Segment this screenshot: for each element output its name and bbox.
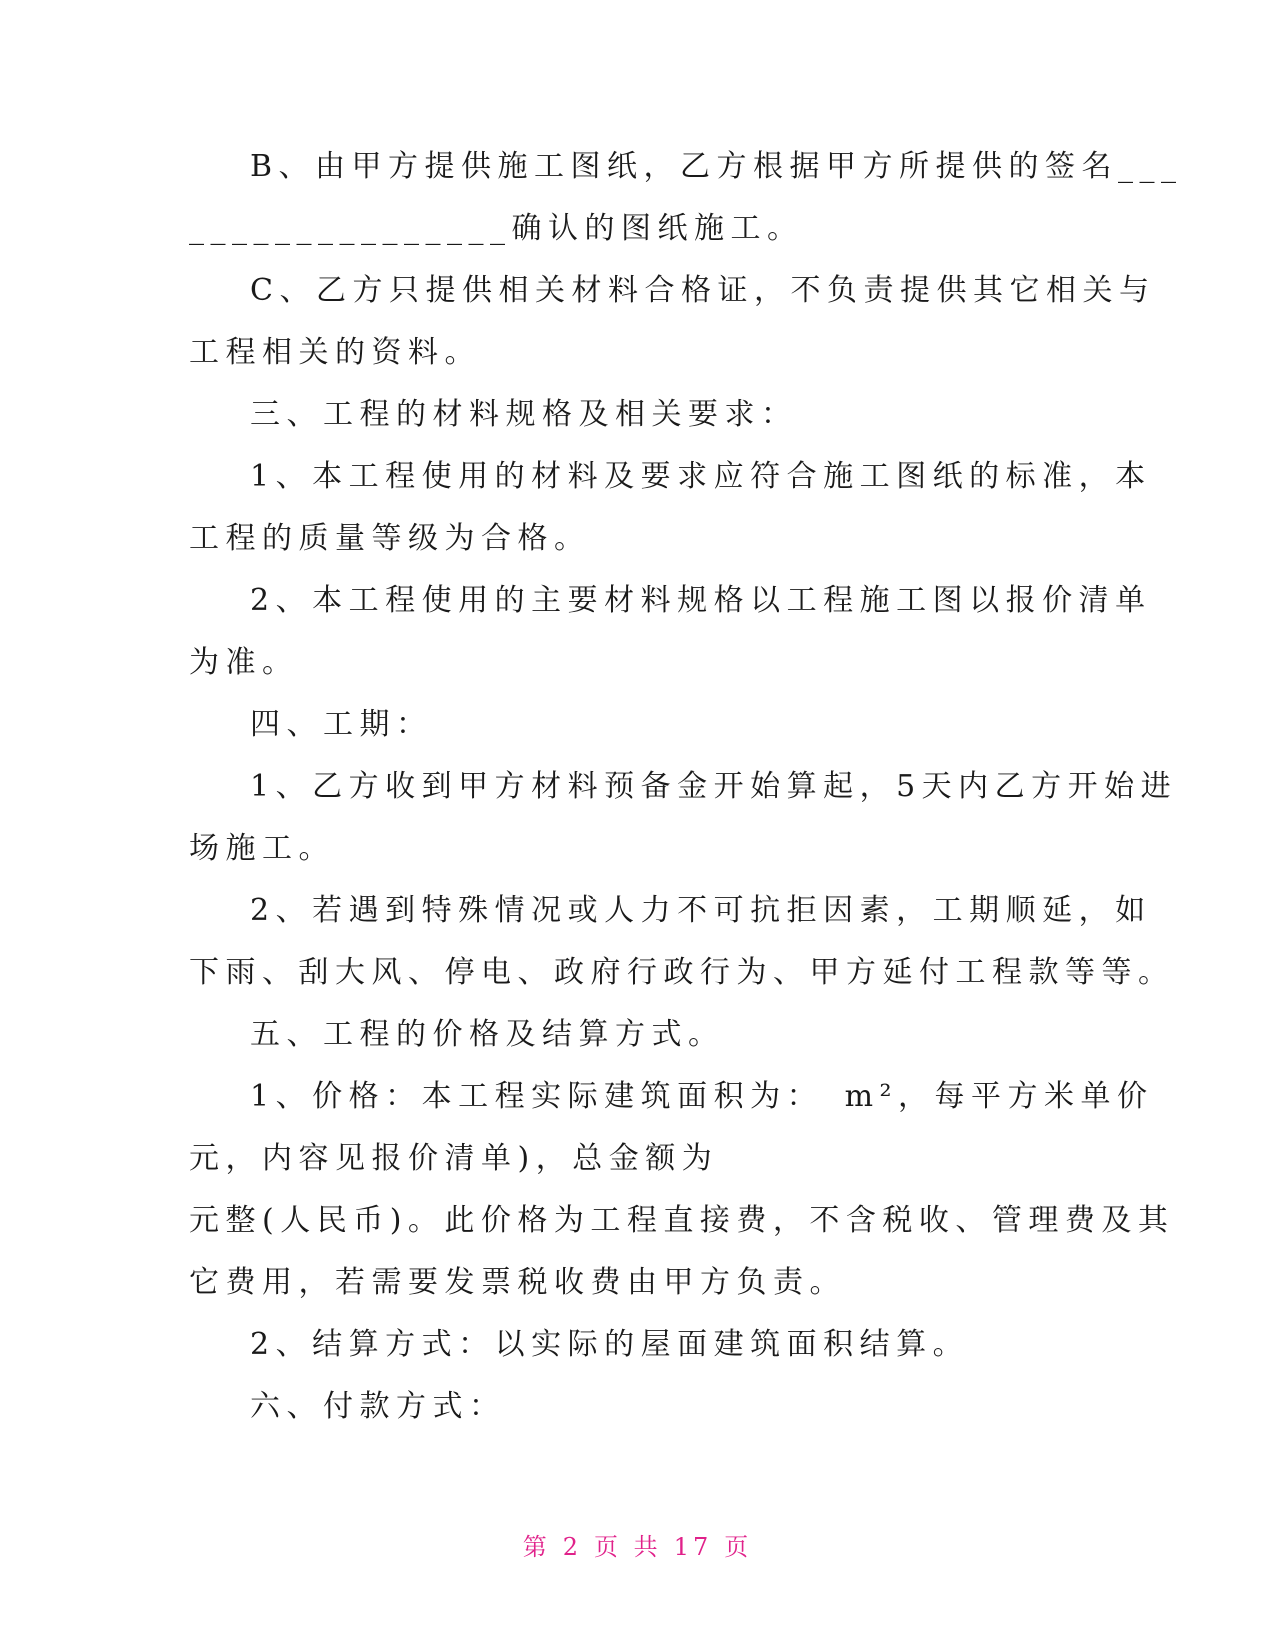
- text-line: C、乙方只提供相关材料合格证，不负责提供其它相关与: [250, 273, 1156, 308]
- text-line: 元，内容见报价清单)，总金额为: [189, 1141, 719, 1176]
- section-heading: 四、工期：: [250, 707, 433, 742]
- text-line: 2、若遇到特殊情况或人力不可抗拒因素，工期顺延，如: [250, 893, 1152, 928]
- text-line: 为准。: [189, 645, 299, 680]
- text-line: 2、结算方式：以实际的屋面建筑面积结算。: [250, 1327, 970, 1362]
- footer-total-pages: 17: [673, 1533, 713, 1561]
- text-line: 工程的质量等级为合格。: [189, 521, 591, 556]
- text-line: 2、本工程使用的主要材料规格以工程施工图以报价清单: [250, 583, 1152, 618]
- text-line: 工程相关的资料。: [189, 335, 481, 370]
- footer-suffix: 页: [724, 1533, 753, 1561]
- footer-current-page: 2: [562, 1533, 583, 1561]
- text-line: _______________确认的图纸施工。: [189, 211, 804, 246]
- section-heading: 六、付款方式：: [250, 1389, 506, 1424]
- page-footer: [0, 1531, 1275, 1563]
- text-line: 元整(人民币)。此价格为工程直接费，不含税收、管理费及其: [189, 1203, 1175, 1238]
- section-heading: 五、工程的价格及结算方式。: [250, 1017, 725, 1052]
- text-line: 1、本工程使用的材料及要求应符合施工图纸的标准，本: [250, 459, 1152, 494]
- section-heading: 三、工程的材料规格及相关要求：: [250, 397, 798, 432]
- footer-prefix: 第: [522, 1533, 551, 1561]
- text-line: B、由甲方提供施工图纸，乙方根据甲方所提供的签名___: [250, 149, 1183, 184]
- text-line: 1、价格：本工程实际建筑面积为： m²，每平方米单价: [250, 1079, 1154, 1114]
- text-line: 1、乙方收到甲方材料预备金开始算起，5天内乙方开始进: [250, 769, 1178, 804]
- text-line: 它费用，若需要发票税收费由甲方负责。: [189, 1265, 846, 1300]
- text-line: 下雨、刮大风、停电、政府行政行为、甲方延付工程款等等。: [189, 955, 1175, 990]
- footer-middle: 页 共: [594, 1533, 662, 1561]
- text-line: 场施工。: [189, 831, 335, 866]
